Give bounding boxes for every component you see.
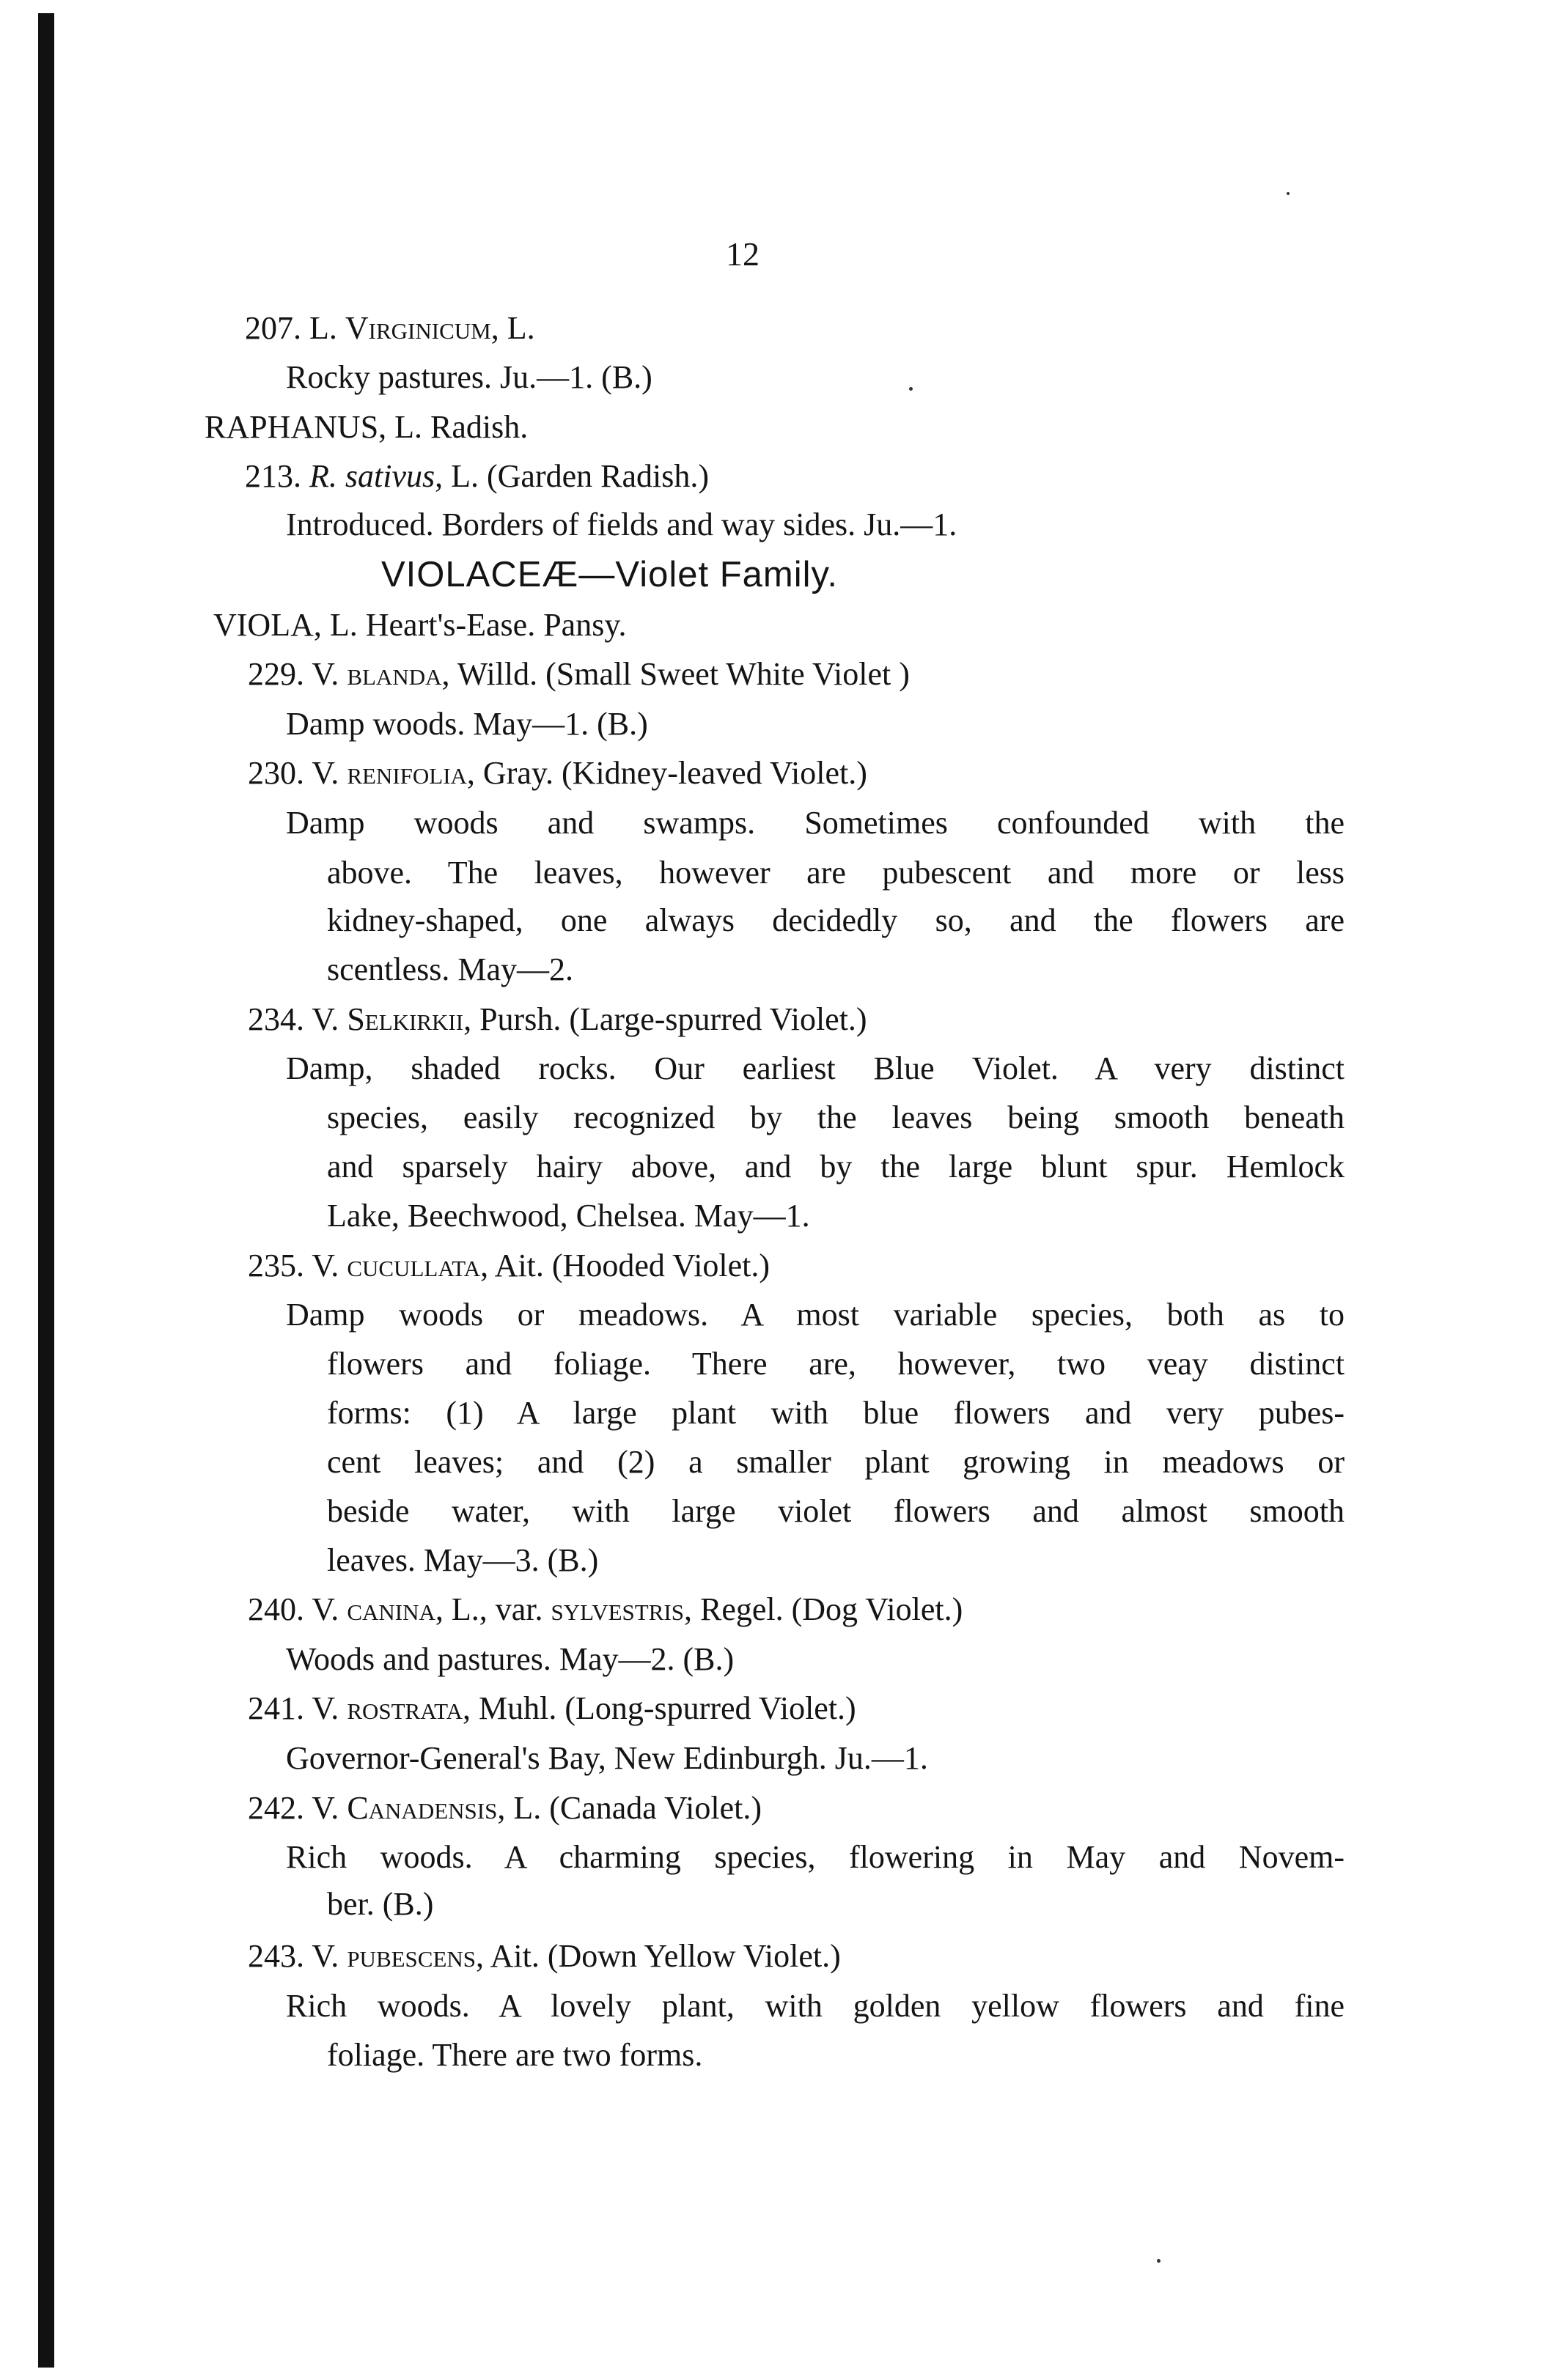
text-line	[213, 605, 626, 646]
text-line	[327, 1146, 1345, 1187]
section-heading	[381, 554, 838, 595]
line-text: Woods and pastures. May—2. (B.)	[286, 1641, 735, 1677]
species-name: Virginicum	[345, 310, 491, 346]
line-text: , Regel. (Dog Violet.)	[683, 1591, 963, 1627]
species-name: rostrata	[347, 1690, 463, 1726]
line-text: flowers and foliage. There are, however, two veay distinct	[327, 1346, 1345, 1382]
line-text: forms: (1) A large plant with blue flowers and very pubes-	[327, 1395, 1345, 1431]
species-name: pubescens	[347, 1938, 477, 1974]
text-line	[248, 1688, 856, 1729]
line-text: 230. V.	[248, 755, 347, 791]
line-text: Rocky pastures. Ju.—1. (B.)	[286, 359, 652, 395]
line-text: 241. V.	[248, 1690, 347, 1726]
text-line	[205, 407, 528, 448]
text-line	[248, 1936, 841, 1977]
line-text: , L., var.	[435, 1591, 551, 1627]
text-line	[286, 803, 1345, 844]
species-name: canina	[347, 1591, 435, 1627]
italic-name: R. sativus	[309, 458, 435, 494]
ink-speck	[1287, 192, 1290, 195]
line-text: , Muhl. (Long-spurred Violet.)	[463, 1690, 856, 1726]
line-text: ber. (B.)	[327, 1886, 434, 1922]
text-line	[327, 1097, 1345, 1138]
line-text: Lake, Beechwood, Chelsea. May—1.	[327, 1198, 810, 1234]
line-text: 229. V.	[248, 656, 347, 692]
text-line	[327, 1442, 1345, 1483]
line-text: foliage. There are two forms.	[327, 2037, 703, 2073]
text-line	[245, 456, 709, 497]
line-text: , L. (Canada Violet.)	[497, 1790, 762, 1826]
text-line	[286, 357, 652, 398]
species-name: blanda	[347, 656, 442, 692]
line-text: Damp woods and swamps. Sometimes confounded with the	[286, 805, 1345, 841]
line-text: Rich woods. A lovely plant, with golden yellow flowers and fine	[286, 1988, 1345, 2024]
line-text: , Ait. (Hooded Violet.)	[480, 1248, 770, 1283]
line-text: scentless. May—2.	[327, 951, 574, 987]
text-line	[248, 1589, 963, 1630]
line-text: Damp woods or meadows. A most variable species, both as to	[286, 1297, 1345, 1333]
text-line	[248, 753, 867, 794]
line-text: 213.	[245, 458, 309, 494]
text-line	[286, 504, 957, 545]
text-line	[327, 1540, 598, 1581]
line-text: 207. L.	[245, 310, 345, 346]
line-text: 243. V.	[248, 1938, 347, 1974]
text-line	[286, 1639, 734, 1680]
species-name: cucullata	[347, 1248, 481, 1283]
species-name: sylvestris	[551, 1591, 684, 1627]
line-text: 240. V.	[248, 1591, 347, 1627]
text-line	[245, 308, 535, 349]
species-name: Selkirkii	[347, 1001, 464, 1037]
line-text: , L.	[490, 310, 535, 346]
line-text: , Pursh. (Large-spurred Violet.)	[463, 1001, 867, 1037]
species-name: renifolia	[347, 755, 467, 791]
line-text: and sparsely hairy above, and by the large blunt spur. Hemlock	[327, 1149, 1345, 1185]
line-text: , Willd. (Small Sweet White Violet )	[441, 656, 910, 692]
text-line	[248, 654, 910, 695]
text-line	[248, 1245, 770, 1286]
line-text: VIOLACEÆ—Violet Family.	[381, 555, 838, 594]
text-line	[327, 852, 1345, 894]
line-text: Introduced. Borders of fields and way sides. Ju.—1.	[286, 506, 957, 542]
text-line	[327, 1491, 1345, 1532]
line-text: , Ait. (Down Yellow Violet.)	[476, 1938, 841, 1974]
text-line	[286, 704, 648, 745]
line-text: 235. V.	[248, 1248, 347, 1283]
line-text: beside water, with large violet flowers and almost smooth	[327, 1493, 1345, 1529]
line-text: VIOLA, L. Heart's-Ease. Pansy.	[213, 607, 627, 643]
text-line	[327, 1195, 810, 1237]
text-line	[286, 1837, 1345, 1878]
text-line	[286, 1738, 928, 1779]
text-line	[327, 1344, 1345, 1385]
line-text: kidney-shaped, one always decidedly so, and the flowers are	[327, 902, 1345, 938]
line-text: species, easily recognized by the leaves being smooth beneath	[327, 1099, 1345, 1135]
text-line	[248, 999, 867, 1040]
species-name: Canadensis	[347, 1790, 498, 1826]
line-text: Damp woods. May—1. (B.)	[286, 706, 648, 742]
text-line	[327, 900, 1345, 941]
text-line	[327, 1393, 1345, 1434]
ink-speck	[1157, 2259, 1161, 2263]
line-text: RAPHANUS, L. Radish.	[205, 409, 529, 445]
line-text: cent leaves; and (2) a smaller plant growing in meadows or	[327, 1444, 1345, 1480]
line-text: , L. (Garden Radish.)	[435, 458, 710, 494]
text-line	[248, 1788, 762, 1829]
line-text: 242. V.	[248, 1790, 347, 1826]
text-line	[286, 1986, 1345, 2027]
line-text: Governor-General's Bay, New Edinburgh. Ju.—1.	[286, 1740, 928, 1776]
text-line	[327, 1884, 433, 1925]
text-line	[327, 949, 573, 990]
line-text: , Gray. (Kidney-leaved Violet.)	[466, 755, 867, 791]
page-number: 12	[726, 235, 760, 273]
line-text: leaves. May—3. (B.)	[327, 1542, 599, 1578]
ink-speck	[909, 387, 913, 391]
text-line	[327, 2035, 702, 2076]
line-text: Rich woods. A charming species, flowering in May and Novem-	[286, 1839, 1345, 1875]
text-line	[286, 1048, 1345, 1089]
line-text: above. The leaves, however are pubescent and more or less	[327, 855, 1345, 891]
text-line	[286, 1294, 1345, 1335]
line-text: Damp, shaded rocks. Our earliest Blue Violet. A very distinct	[286, 1050, 1345, 1086]
page-edge-bar	[38, 13, 54, 2368]
line-text: 234. V.	[248, 1001, 347, 1037]
